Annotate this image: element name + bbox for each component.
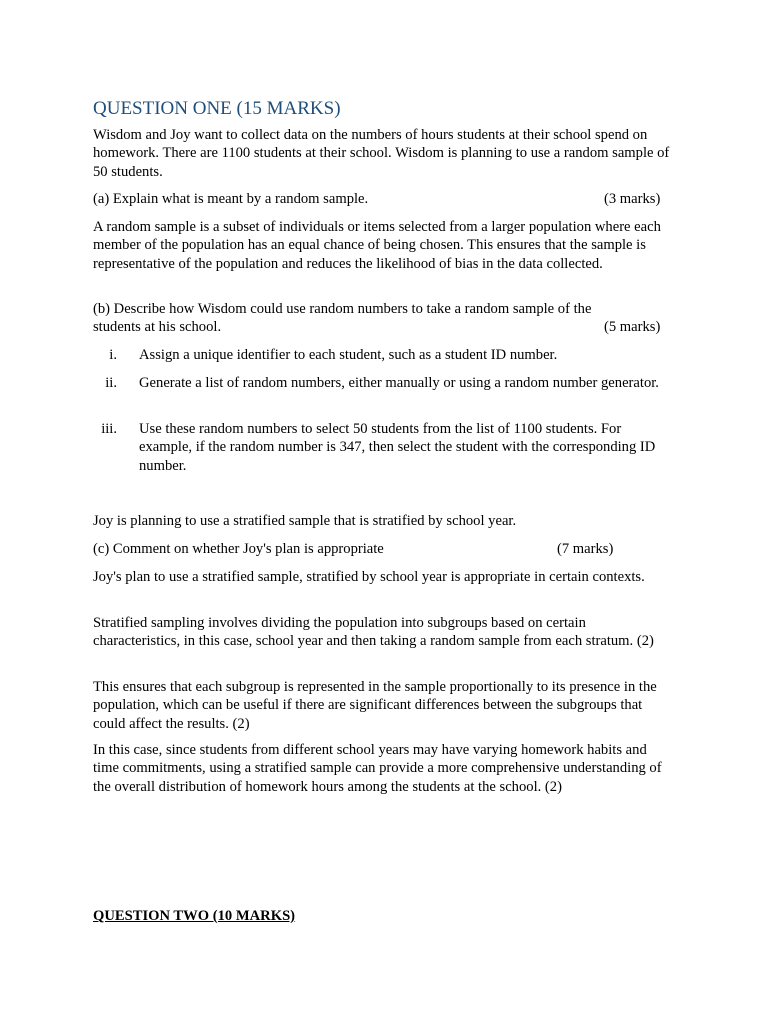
part-a-question: (a) Explain what is meant by a random sample. [93, 191, 369, 207]
list-text: Use these random numbers to select 50 students from the list of 1100 students. For example, if the random number is 347, then select the student with the corresponding ID number. [139, 421, 656, 474]
part-a-answer: A random sample is a subset of individuals or items selected from a larger population where each member of the population has an equal chance of being chosen. This ensures that the sample is representative of the population and reduces the likelihood of bias in the data collected. [93, 219, 661, 272]
part-c-question: (c) Comment on whether Joy's plan is appropriate [93, 541, 384, 557]
list-number: iii. [101, 421, 117, 437]
question-two-heading: QUESTION TWO (10 MARKS) [93, 908, 296, 924]
part-c-answer-3: This ensures that each subgroup is represented in the sample proportionally to its presence in the population, which can be useful if there are significant differences between the subgroups that could affect the results. (2) [93, 679, 657, 732]
part-c-answer-2: Stratified sampling involves dividing the population into subgroups based on certain characteristics, in this case, school year and then taking a random sample from each stratum. (2) [93, 615, 654, 650]
list-text: Generate a list of random numbers, either manually or using a random number generator. [139, 375, 659, 391]
list-text: Assign a unique identifier to each student, such as a student ID number. [139, 347, 558, 363]
list-number: i. [109, 347, 117, 363]
part-c-answer-1: Joy's plan to use a stratified sample, stratified by school year is appropriate in certain contexts. [93, 569, 645, 585]
joy-intro: Joy is planning to use a stratified sample that is stratified by school year. [93, 513, 517, 529]
list-number: ii. [105, 375, 117, 391]
question-one-heading: QUESTION ONE (15 MARKS) [93, 98, 341, 119]
part-b-question-line2: students at his school. [93, 319, 222, 335]
part-b-marks: (5 marks) [604, 319, 661, 335]
part-a-marks: (3 marks) [604, 191, 661, 207]
part-b-question-line1: (b) Describe how Wisdom could use random numbers to take a random sample of the [93, 301, 592, 317]
part-c-marks: (7 marks) [557, 541, 614, 557]
question-one-intro: Wisdom and Joy want to collect data on the numbers of hours students at their school spend on homework. There are 1100 students at their school. Wisdom is planning to use a random sample of 50 students. [93, 127, 670, 180]
part-c-answer-4: In this case, since students from different school years may have varying homework habits and time commitments, using a stratified sample can provide a more comprehensive understanding of the overall distribution of homework hours among the students at the school. (2) [93, 742, 662, 795]
